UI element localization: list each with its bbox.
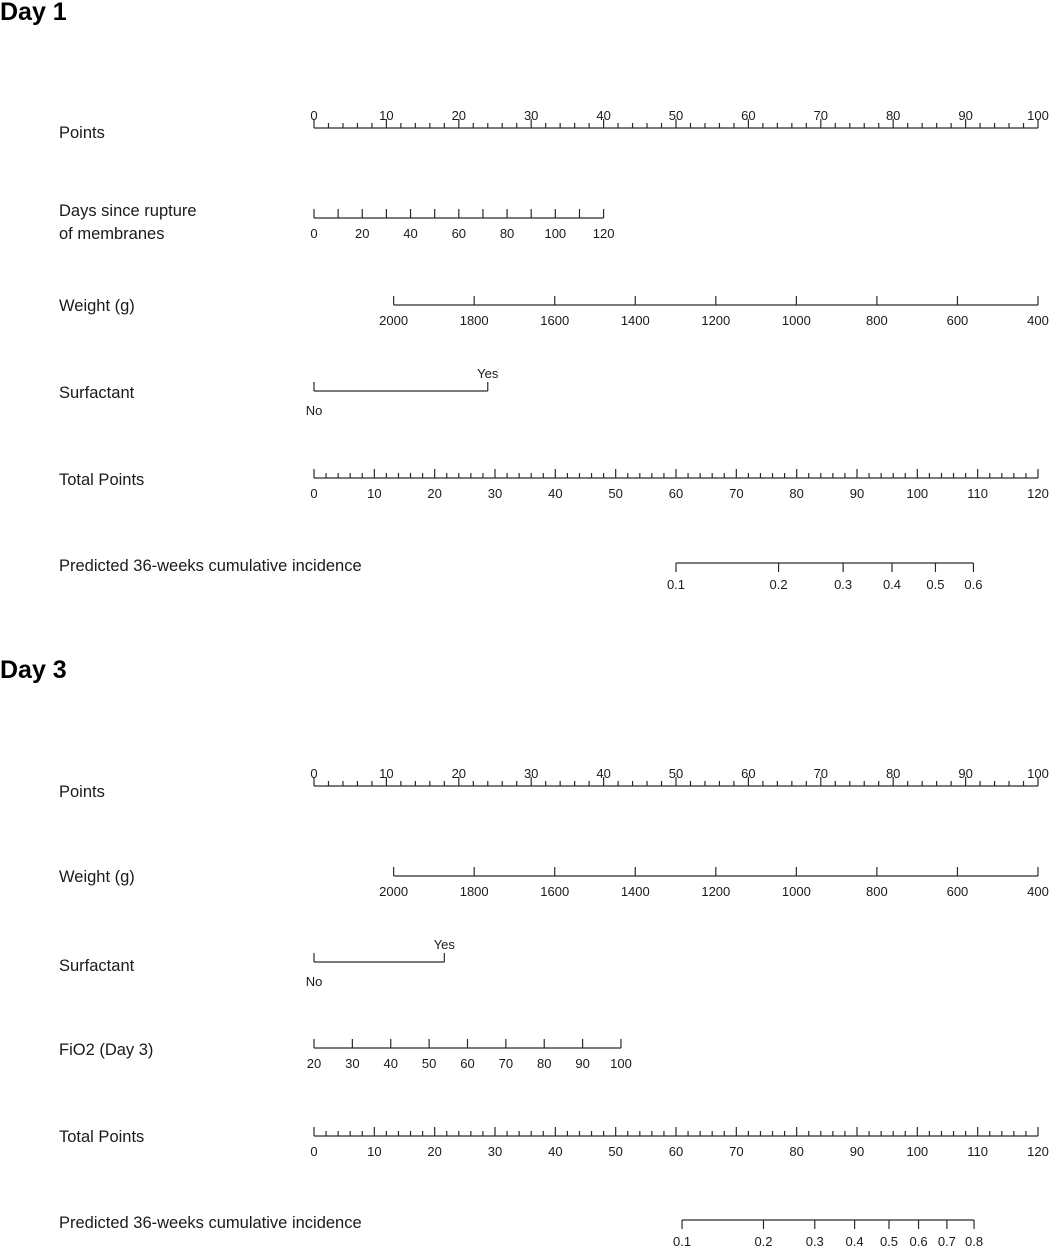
tick-label: 70 — [729, 486, 744, 501]
tick-label: 30 — [487, 486, 503, 501]
tick-label: 70 — [813, 766, 829, 781]
row-label: Weight (g) — [59, 297, 135, 315]
tick-label: 100 — [906, 1144, 929, 1159]
category-label: No — [305, 403, 323, 418]
tick-label: 0.5 — [926, 577, 945, 592]
row-total-points — [59, 1127, 1049, 1159]
tick-label: 90 — [575, 1056, 590, 1071]
row-label: Points — [59, 124, 105, 142]
category-label: Yes — [433, 937, 455, 952]
tick-label: 50 — [421, 1056, 437, 1071]
tick-label: 120 — [1027, 1144, 1049, 1159]
tick-label: 600 — [946, 313, 969, 328]
tick-label: 800 — [866, 313, 888, 328]
tick-label: 20 — [427, 1144, 442, 1159]
tick-label: 10 — [379, 766, 394, 781]
tick-label: 30 — [487, 1144, 503, 1159]
tick-label: 0 — [310, 766, 318, 781]
tick-label: 40 — [403, 226, 418, 241]
tick-label: 60 — [668, 1144, 684, 1159]
row-surfactant — [59, 937, 455, 989]
tick-label: 120 — [1027, 486, 1049, 501]
row-label: Weight (g) — [59, 868, 135, 886]
tick-label: 90 — [958, 108, 973, 123]
category-label: Yes — [477, 366, 499, 381]
row-label: Predicted 36-weeks cumulative incidence — [59, 1214, 362, 1232]
tick-label: 60 — [741, 766, 756, 781]
tick-label: 50 — [608, 486, 623, 501]
tick-label: 2000 — [379, 313, 409, 328]
tick-label: 0.4 — [882, 577, 902, 592]
panel-title: Day 1 — [0, 0, 67, 26]
tick-label: 1400 — [620, 884, 650, 899]
tick-label: 0.2 — [769, 577, 788, 592]
tick-label: 60 — [460, 1056, 475, 1071]
tick-label: 70 — [498, 1056, 514, 1071]
tick-label: 90 — [849, 1144, 865, 1159]
row-label: Surfactant — [59, 384, 135, 402]
row-weight-g- — [59, 867, 1049, 899]
tick-label: 20 — [427, 486, 442, 501]
tick-label: 0.1 — [672, 1234, 692, 1249]
tick-label: 0.7 — [937, 1234, 956, 1249]
tick-label: 1600 — [540, 313, 570, 328]
row-label: Days since rupture — [59, 202, 197, 220]
tick-label: 40 — [548, 486, 563, 501]
tick-label: 2000 — [379, 884, 409, 899]
tick-label: 20 — [451, 108, 467, 123]
tick-label: 100 — [1027, 108, 1049, 123]
tick-label: 80 — [885, 108, 901, 123]
tick-label: 70 — [813, 108, 829, 123]
tick-label: 110 — [967, 1144, 989, 1159]
tick-label: 100 — [906, 486, 929, 501]
tick-label: 80 — [789, 486, 804, 501]
tick-label: 1000 — [781, 884, 811, 899]
tick-label: 0.4 — [845, 1234, 864, 1249]
tick-label: 100 — [1027, 766, 1049, 781]
tick-label: 30 — [523, 108, 539, 123]
tick-label: 30 — [523, 766, 539, 781]
tick-label: 80 — [789, 1144, 804, 1159]
tick-label: 40 — [383, 1056, 398, 1071]
tick-label: 50 — [668, 108, 684, 123]
row-fio2-day-3- — [59, 1039, 632, 1071]
tick-label: 20 — [451, 766, 467, 781]
tick-label: 0.8 — [965, 1234, 984, 1249]
tick-label: 20 — [306, 1056, 322, 1071]
tick-label: 90 — [849, 486, 865, 501]
tick-label: 80 — [885, 766, 901, 781]
tick-label: 70 — [729, 1144, 744, 1159]
tick-label: 0.3 — [834, 577, 853, 592]
tick-label: 40 — [596, 108, 611, 123]
tick-label: 0.5 — [879, 1234, 899, 1249]
tick-label: 0 — [310, 226, 318, 241]
tick-label: 80 — [499, 226, 515, 241]
tick-label: 0 — [310, 108, 318, 123]
nomogram-panel-1 — [59, 108, 1049, 592]
row-label: Points — [59, 783, 105, 801]
panel-title: Day 3 — [0, 656, 67, 684]
tick-label: 0.3 — [805, 1234, 824, 1249]
row-label: Total Points — [59, 1128, 145, 1146]
tick-label: 1200 — [701, 313, 731, 328]
tick-label: 40 — [548, 1144, 563, 1159]
row-days-since-rupture-of-membranes — [59, 202, 614, 243]
tick-label: 30 — [345, 1056, 360, 1071]
row-label: Surfactant — [59, 957, 135, 975]
tick-label: 1000 — [781, 313, 811, 328]
tick-label: 120 — [592, 226, 615, 241]
tick-label: 400 — [1027, 884, 1049, 899]
tick-label: 90 — [958, 766, 973, 781]
tick-label: 110 — [967, 486, 989, 501]
tick-label: 60 — [741, 108, 756, 123]
tick-label: 100 — [544, 226, 567, 241]
tick-label: 10 — [379, 108, 394, 123]
row-label: Total Points — [59, 471, 145, 489]
tick-label: 1800 — [459, 884, 489, 899]
tick-label: 0 — [310, 486, 318, 501]
tick-label: 600 — [946, 884, 969, 899]
tick-label: 1600 — [540, 884, 570, 899]
tick-label: 1400 — [620, 313, 650, 328]
tick-label: 60 — [451, 226, 467, 241]
tick-label: 400 — [1027, 313, 1049, 328]
row-label: FiO2 (Day 3) — [59, 1041, 154, 1059]
tick-label: 10 — [367, 1144, 382, 1159]
row-predicted-36-weeks-cumulative-incidence — [59, 557, 982, 592]
row-predicted-36-weeks-cumulative-incidence — [59, 1214, 983, 1249]
row-points — [59, 766, 1049, 801]
tick-label: 80 — [536, 1056, 552, 1071]
tick-label: 0.6 — [964, 577, 983, 592]
row-label: Predicted 36-weeks cumulative incidence — [59, 557, 362, 575]
row-surfactant — [59, 366, 499, 418]
tick-label: 1200 — [701, 884, 731, 899]
tick-label: 0.1 — [666, 577, 686, 592]
row-label: of membranes — [59, 225, 165, 243]
row-total-points — [59, 469, 1049, 501]
tick-label: 20 — [355, 226, 370, 241]
tick-label: 60 — [668, 486, 684, 501]
tick-label: 0 — [310, 1144, 318, 1159]
row-points — [59, 108, 1049, 142]
tick-label: 50 — [668, 766, 684, 781]
tick-label: 40 — [596, 766, 611, 781]
tick-label: 1800 — [459, 313, 489, 328]
tick-label: 0.6 — [909, 1234, 928, 1249]
row-weight-g- — [59, 296, 1049, 328]
tick-label: 100 — [610, 1056, 632, 1071]
tick-label: 800 — [866, 884, 888, 899]
tick-label: 10 — [367, 486, 382, 501]
category-label: No — [305, 974, 323, 989]
tick-label: 0.2 — [754, 1234, 773, 1249]
tick-label: 50 — [608, 1144, 623, 1159]
nomogram-panel-2 — [59, 766, 1049, 1249]
